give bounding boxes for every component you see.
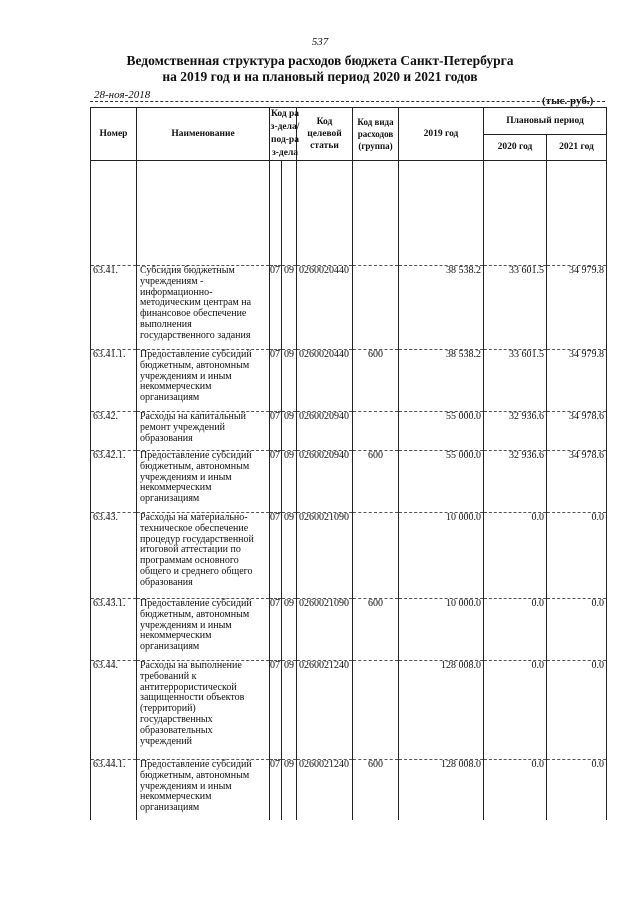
print-date: 28-ноя-2018 bbox=[94, 89, 151, 101]
row-celevaya: 0260021240 bbox=[297, 661, 353, 760]
row-razdel: 07 bbox=[270, 760, 282, 820]
row-razdel: 07 bbox=[270, 451, 282, 513]
table-row bbox=[91, 350, 607, 412]
row-number: 63.44. bbox=[91, 661, 137, 760]
row-celevaya: 0260020940 bbox=[297, 412, 353, 451]
row-razdel: 07 bbox=[270, 513, 282, 599]
row-celevaya: 0260020940 bbox=[297, 451, 353, 513]
row-vid: 600 bbox=[353, 599, 399, 661]
row-podrazdel: 09 bbox=[282, 412, 297, 451]
row-celevaya: 0260020440 bbox=[297, 350, 353, 412]
row-name: Предоставление субсидий бюджетным, автономным учреждениям и иным некоммерческим организациям bbox=[137, 760, 270, 820]
row-name: Расходы на материально-техническое обеспечение процедур государственной итоговой аттестации по программам основного общего и среднего общего образования bbox=[137, 513, 270, 599]
row-name: Предоставление субсидий бюджетным, автономным учреждениям и иным некоммерческим организациям bbox=[137, 451, 270, 513]
row-2020: 33 601.5 bbox=[484, 266, 547, 350]
row-podrazdel: 09 bbox=[282, 350, 297, 412]
row-2020: 0.0 bbox=[484, 661, 547, 760]
table-row bbox=[91, 661, 607, 760]
row-2021: 0.0 bbox=[547, 760, 607, 820]
row-vid: 600 bbox=[353, 451, 399, 513]
table-row bbox=[91, 451, 607, 513]
header-2021: 2021 год bbox=[547, 134, 607, 161]
row-razdel: 07 bbox=[270, 661, 282, 760]
row-vid bbox=[353, 266, 399, 350]
header-razdel bbox=[270, 108, 300, 161]
row-2021: 0.0 bbox=[547, 661, 607, 760]
header-vid-text: Код вида расходов (группа) bbox=[357, 117, 394, 151]
header-vid bbox=[353, 108, 399, 161]
row-vid bbox=[353, 661, 399, 760]
table-row bbox=[91, 599, 607, 661]
header-planned: Плановый период bbox=[484, 108, 607, 135]
row-vid bbox=[353, 412, 399, 451]
header-celevaya bbox=[297, 108, 353, 161]
header-name: Наименование bbox=[137, 108, 270, 161]
row-2021: 34 978.6 bbox=[547, 412, 607, 451]
row-number: 63.42. bbox=[91, 412, 137, 451]
row-2019: 128 008.0 bbox=[399, 760, 484, 820]
row-razdel: 07 bbox=[270, 350, 282, 412]
header-2019: 2019 год bbox=[399, 108, 484, 161]
header-celevaya-text: Код целевой статьи bbox=[307, 117, 342, 151]
row-2020: 32 936.6 bbox=[484, 451, 547, 513]
row-vid: 600 bbox=[353, 760, 399, 820]
row-2019: 128 008.0 bbox=[399, 661, 484, 760]
row-2021: 0.0 bbox=[547, 513, 607, 599]
row-name: Предоставление субсидий бюджетным, автономным учреждениям и иным некоммерческим организациям bbox=[137, 599, 270, 661]
row-celevaya: 0260021090 bbox=[297, 599, 353, 661]
row-number: 63.42.1. bbox=[91, 451, 137, 513]
row-2019: 38 538.2 bbox=[399, 266, 484, 350]
row-name: Субсидия бюджетным учреждениям - информационно-методическим центрам на финансовое обеспечение выполнения государственного задания bbox=[137, 266, 270, 350]
row-2020: 0.0 bbox=[484, 513, 547, 599]
row-podrazdel: 09 bbox=[282, 451, 297, 513]
table-row bbox=[91, 412, 607, 451]
row-2020: 0.0 bbox=[484, 760, 547, 820]
header-gap bbox=[91, 161, 607, 266]
row-2019: 55 000.0 bbox=[399, 451, 484, 513]
row-razdel: 07 bbox=[270, 412, 282, 451]
table-row bbox=[91, 513, 607, 599]
row-razdel: 07 bbox=[270, 599, 282, 661]
row-number: 63.41.1. bbox=[91, 350, 137, 412]
header-razdel-text: Код раз-дела/ под-раз-дела bbox=[270, 109, 300, 158]
row-2019: 38 538.2 bbox=[399, 350, 484, 412]
row-razdel: 07 bbox=[270, 266, 282, 350]
units-label: (тыс. руб.) bbox=[542, 95, 594, 107]
row-2021: 34 979.8 bbox=[547, 266, 607, 350]
row-2021: 34 978.6 bbox=[547, 451, 607, 513]
row-podrazdel: 09 bbox=[282, 760, 297, 820]
row-vid: 600 bbox=[353, 350, 399, 412]
row-number: 63.43. bbox=[91, 513, 137, 599]
row-vid bbox=[353, 513, 399, 599]
row-celevaya: 0260020440 bbox=[297, 266, 353, 350]
row-2021: 34 979.8 bbox=[547, 350, 607, 412]
header-number: Номер bbox=[91, 108, 137, 161]
row-name: Расходы на выполнение требований к антитеррористической защищенности объектов (территорий) государственных образовательных учреждений bbox=[137, 661, 270, 760]
row-2019: 55 000.0 bbox=[399, 412, 484, 451]
row-podrazdel: 09 bbox=[282, 599, 297, 661]
row-number: 63.44.1. bbox=[91, 760, 137, 820]
row-celevaya: 0260021090 bbox=[297, 513, 353, 599]
row-number: 63.43.1. bbox=[91, 599, 137, 661]
header-2020: 2020 год bbox=[484, 134, 547, 161]
table-row bbox=[91, 760, 607, 820]
row-2020: 0.0 bbox=[484, 599, 547, 661]
page-number: 537 bbox=[311, 36, 329, 48]
row-name: Расходы на капитальный ремонт учреждений образования bbox=[137, 412, 270, 451]
budget-table bbox=[90, 107, 607, 820]
row-2019: 10 000.0 bbox=[399, 599, 484, 661]
table-row bbox=[91, 266, 607, 350]
row-2020: 32 936.6 bbox=[484, 412, 547, 451]
row-number: 63.41. bbox=[91, 266, 137, 350]
row-podrazdel: 09 bbox=[282, 266, 297, 350]
row-name: Предоставление субсидий бюджетным, автономным учреждениям и иным некоммерческим организациям bbox=[137, 350, 270, 412]
document-title: Ведомственная структура расходов бюджета Санкт-Петербурга bbox=[126, 53, 514, 68]
row-2021: 0.0 bbox=[547, 599, 607, 661]
row-podrazdel: 09 bbox=[282, 661, 297, 760]
row-2019: 10 000.0 bbox=[399, 513, 484, 599]
document-subtitle: на 2019 год и на плановый период 2020 и 2021 годов bbox=[162, 69, 478, 84]
header-rule bbox=[90, 101, 605, 102]
row-celevaya: 0260021240 bbox=[297, 760, 353, 820]
row-podrazdel: 09 bbox=[282, 513, 297, 599]
row-2020: 33 601.5 bbox=[484, 350, 547, 412]
